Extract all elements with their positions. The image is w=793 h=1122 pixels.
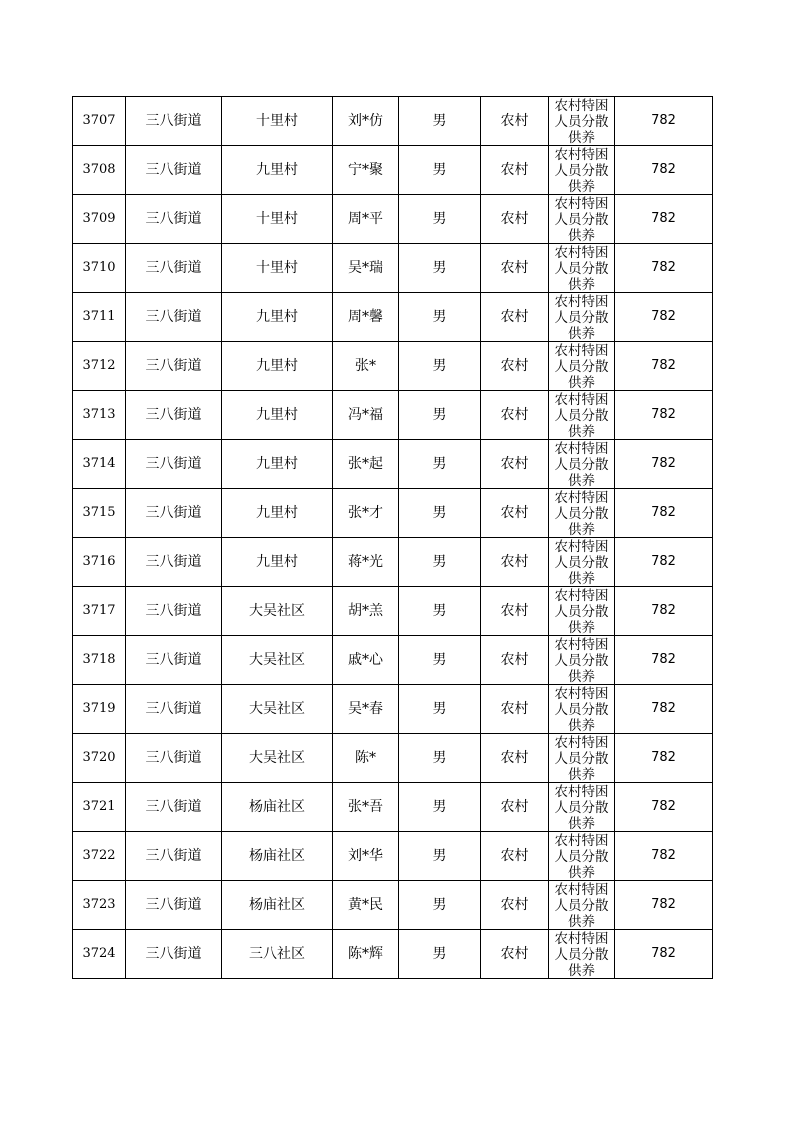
village-cell: 十里村: [222, 97, 333, 146]
street-cell: 三八街道: [126, 342, 222, 391]
serial-number-cell: 3714: [73, 440, 126, 489]
table-row: [73, 440, 713, 489]
serial-number-cell: 3711: [73, 293, 126, 342]
village-cell: 十里村: [222, 244, 333, 293]
amount-cell: 782: [615, 489, 713, 538]
gender-cell: 男: [399, 636, 481, 685]
table-body: [73, 97, 713, 979]
amount-cell: 782: [615, 930, 713, 979]
gender-cell: 男: [399, 734, 481, 783]
amount-cell: 782: [615, 636, 713, 685]
table-row: [73, 783, 713, 832]
person-name-cell: 陈*辉: [333, 930, 399, 979]
gender-cell: 男: [399, 293, 481, 342]
relief-category-cell: [549, 734, 615, 783]
person-name-cell: 陈*: [333, 734, 399, 783]
person-name-cell: 冯*福: [333, 391, 399, 440]
serial-number-cell: 3709: [73, 195, 126, 244]
relief-category-text: 农村特困人员分散供养: [554, 882, 609, 928]
street-cell: 三八街道: [126, 538, 222, 587]
street-cell: 三八街道: [126, 244, 222, 293]
relief-category-text: 农村特困人员分散供养: [554, 833, 609, 879]
area-type-cell: 农村: [481, 391, 549, 440]
table-row: [73, 97, 713, 146]
village-cell: 大吴社区: [222, 734, 333, 783]
relief-category-text: 农村特困人员分散供养: [554, 294, 609, 340]
person-name-cell: 张*起: [333, 440, 399, 489]
serial-number-cell: 3723: [73, 881, 126, 930]
area-type-cell: 农村: [481, 636, 549, 685]
street-cell: 三八街道: [126, 391, 222, 440]
relief-category-cell: [549, 685, 615, 734]
area-type-cell: 农村: [481, 244, 549, 293]
village-cell: 九里村: [222, 538, 333, 587]
serial-number-cell: 3710: [73, 244, 126, 293]
amount-cell: 782: [615, 685, 713, 734]
village-cell: 大吴社区: [222, 685, 333, 734]
area-type-cell: 农村: [481, 342, 549, 391]
table-row: [73, 881, 713, 930]
gender-cell: 男: [399, 440, 481, 489]
amount-cell: 782: [615, 391, 713, 440]
gender-cell: 男: [399, 489, 481, 538]
table-row: [73, 342, 713, 391]
street-cell: 三八街道: [126, 685, 222, 734]
gender-cell: 男: [399, 195, 481, 244]
relief-category-cell: [549, 146, 615, 195]
village-cell: 九里村: [222, 489, 333, 538]
relief-category-text: 农村特困人员分散供养: [554, 686, 609, 732]
area-type-cell: 农村: [481, 293, 549, 342]
serial-number-cell: 3719: [73, 685, 126, 734]
serial-number-cell: 3724: [73, 930, 126, 979]
street-cell: 三八街道: [126, 930, 222, 979]
person-name-cell: 刘*华: [333, 832, 399, 881]
street-cell: 三八街道: [126, 489, 222, 538]
gender-cell: 男: [399, 146, 481, 195]
table-row: [73, 489, 713, 538]
area-type-cell: 农村: [481, 97, 549, 146]
relief-category-cell: [549, 391, 615, 440]
village-cell: 九里村: [222, 342, 333, 391]
serial-number-cell: 3713: [73, 391, 126, 440]
relief-category-cell: [549, 244, 615, 293]
relief-category-text: 农村特困人员分散供养: [554, 196, 609, 242]
relief-category-text: 农村特困人员分散供养: [554, 784, 609, 830]
gender-cell: 男: [399, 783, 481, 832]
gender-cell: 男: [399, 881, 481, 930]
person-name-cell: 蒋*光: [333, 538, 399, 587]
amount-cell: 782: [615, 146, 713, 195]
village-cell: 杨庙社区: [222, 881, 333, 930]
area-type-cell: 农村: [481, 881, 549, 930]
serial-number-cell: 3722: [73, 832, 126, 881]
village-cell: 三八社区: [222, 930, 333, 979]
person-name-cell: 周*馨: [333, 293, 399, 342]
village-cell: 大吴社区: [222, 587, 333, 636]
serial-number-cell: 3716: [73, 538, 126, 587]
village-cell: 杨庙社区: [222, 832, 333, 881]
area-type-cell: 农村: [481, 930, 549, 979]
area-type-cell: 农村: [481, 587, 549, 636]
table-row: [73, 930, 713, 979]
person-name-cell: 吴*春: [333, 685, 399, 734]
serial-number-cell: 3721: [73, 783, 126, 832]
relief-category-cell: [549, 587, 615, 636]
relief-category-text: 农村特困人员分散供养: [554, 490, 609, 536]
amount-cell: 782: [615, 783, 713, 832]
relief-category-text: 农村特困人员分散供养: [554, 735, 609, 781]
street-cell: 三八街道: [126, 440, 222, 489]
relief-category-text: 农村特困人员分散供养: [554, 245, 609, 291]
gender-cell: 男: [399, 587, 481, 636]
village-cell: 杨庙社区: [222, 783, 333, 832]
relief-category-text: 农村特困人员分散供养: [554, 931, 609, 977]
area-type-cell: 农村: [481, 489, 549, 538]
relief-category-text: 农村特困人员分散供养: [554, 343, 609, 389]
relief-category-text: 农村特困人员分散供养: [554, 98, 609, 144]
relief-category-cell: [549, 489, 615, 538]
amount-cell: 782: [615, 195, 713, 244]
person-name-cell: 张*才: [333, 489, 399, 538]
gender-cell: 男: [399, 930, 481, 979]
table-row: [73, 146, 713, 195]
serial-number-cell: 3718: [73, 636, 126, 685]
street-cell: 三八街道: [126, 881, 222, 930]
street-cell: 三八街道: [126, 734, 222, 783]
person-name-cell: 戚*心: [333, 636, 399, 685]
street-cell: 三八街道: [126, 636, 222, 685]
table-row: [73, 244, 713, 293]
relief-category-cell: [549, 342, 615, 391]
person-name-cell: 吴*瑞: [333, 244, 399, 293]
table-row: [73, 636, 713, 685]
street-cell: 三八街道: [126, 587, 222, 636]
relief-category-text: 农村特困人员分散供养: [554, 441, 609, 487]
relief-roster-table: [72, 96, 713, 979]
gender-cell: 男: [399, 685, 481, 734]
relief-category-cell: [549, 783, 615, 832]
table-row: [73, 832, 713, 881]
table-row: [73, 734, 713, 783]
gender-cell: 男: [399, 244, 481, 293]
area-type-cell: 农村: [481, 685, 549, 734]
relief-category-text: 农村特困人员分散供养: [554, 147, 609, 193]
amount-cell: 782: [615, 538, 713, 587]
person-name-cell: 张*吾: [333, 783, 399, 832]
area-type-cell: 农村: [481, 734, 549, 783]
relief-category-cell: [549, 195, 615, 244]
table-row: [73, 293, 713, 342]
serial-number-cell: 3717: [73, 587, 126, 636]
gender-cell: 男: [399, 391, 481, 440]
serial-number-cell: 3715: [73, 489, 126, 538]
street-cell: 三八街道: [126, 146, 222, 195]
table-row: [73, 538, 713, 587]
street-cell: 三八街道: [126, 97, 222, 146]
amount-cell: 782: [615, 244, 713, 293]
serial-number-cell: 3712: [73, 342, 126, 391]
amount-cell: 782: [615, 342, 713, 391]
relief-category-cell: [549, 293, 615, 342]
village-cell: 九里村: [222, 146, 333, 195]
person-name-cell: 张*: [333, 342, 399, 391]
serial-number-cell: 3707: [73, 97, 126, 146]
gender-cell: 男: [399, 342, 481, 391]
person-name-cell: 黄*民: [333, 881, 399, 930]
street-cell: 三八街道: [126, 783, 222, 832]
relief-category-cell: [549, 636, 615, 685]
village-cell: 九里村: [222, 293, 333, 342]
village-cell: 九里村: [222, 391, 333, 440]
person-name-cell: 胡*羔: [333, 587, 399, 636]
village-cell: 十里村: [222, 195, 333, 244]
person-name-cell: 周*平: [333, 195, 399, 244]
village-cell: 大吴社区: [222, 636, 333, 685]
gender-cell: 男: [399, 832, 481, 881]
relief-category-cell: [549, 97, 615, 146]
area-type-cell: 农村: [481, 783, 549, 832]
area-type-cell: 农村: [481, 146, 549, 195]
amount-cell: 782: [615, 440, 713, 489]
village-cell: 九里村: [222, 440, 333, 489]
area-type-cell: 农村: [481, 440, 549, 489]
serial-number-cell: 3708: [73, 146, 126, 195]
amount-cell: 782: [615, 734, 713, 783]
person-name-cell: 刘*仿: [333, 97, 399, 146]
table-row: [73, 195, 713, 244]
table-row: [73, 587, 713, 636]
area-type-cell: 农村: [481, 538, 549, 587]
relief-category-text: 农村特困人员分散供养: [554, 637, 609, 683]
gender-cell: 男: [399, 538, 481, 587]
relief-category-cell: [549, 832, 615, 881]
area-type-cell: 农村: [481, 195, 549, 244]
relief-category-text: 农村特困人员分散供养: [554, 588, 609, 634]
street-cell: 三八街道: [126, 293, 222, 342]
street-cell: 三八街道: [126, 832, 222, 881]
amount-cell: 782: [615, 881, 713, 930]
table-row: [73, 685, 713, 734]
relief-category-cell: [549, 881, 615, 930]
table-row: [73, 391, 713, 440]
amount-cell: 782: [615, 97, 713, 146]
relief-category-cell: [549, 440, 615, 489]
amount-cell: 782: [615, 832, 713, 881]
relief-category-text: 农村特困人员分散供养: [554, 392, 609, 438]
gender-cell: 男: [399, 97, 481, 146]
serial-number-cell: 3720: [73, 734, 126, 783]
person-name-cell: 宁*聚: [333, 146, 399, 195]
area-type-cell: 农村: [481, 832, 549, 881]
amount-cell: 782: [615, 293, 713, 342]
relief-category-cell: [549, 930, 615, 979]
amount-cell: 782: [615, 587, 713, 636]
relief-category-cell: [549, 538, 615, 587]
street-cell: 三八街道: [126, 195, 222, 244]
relief-category-text: 农村特困人员分散供养: [554, 539, 609, 585]
